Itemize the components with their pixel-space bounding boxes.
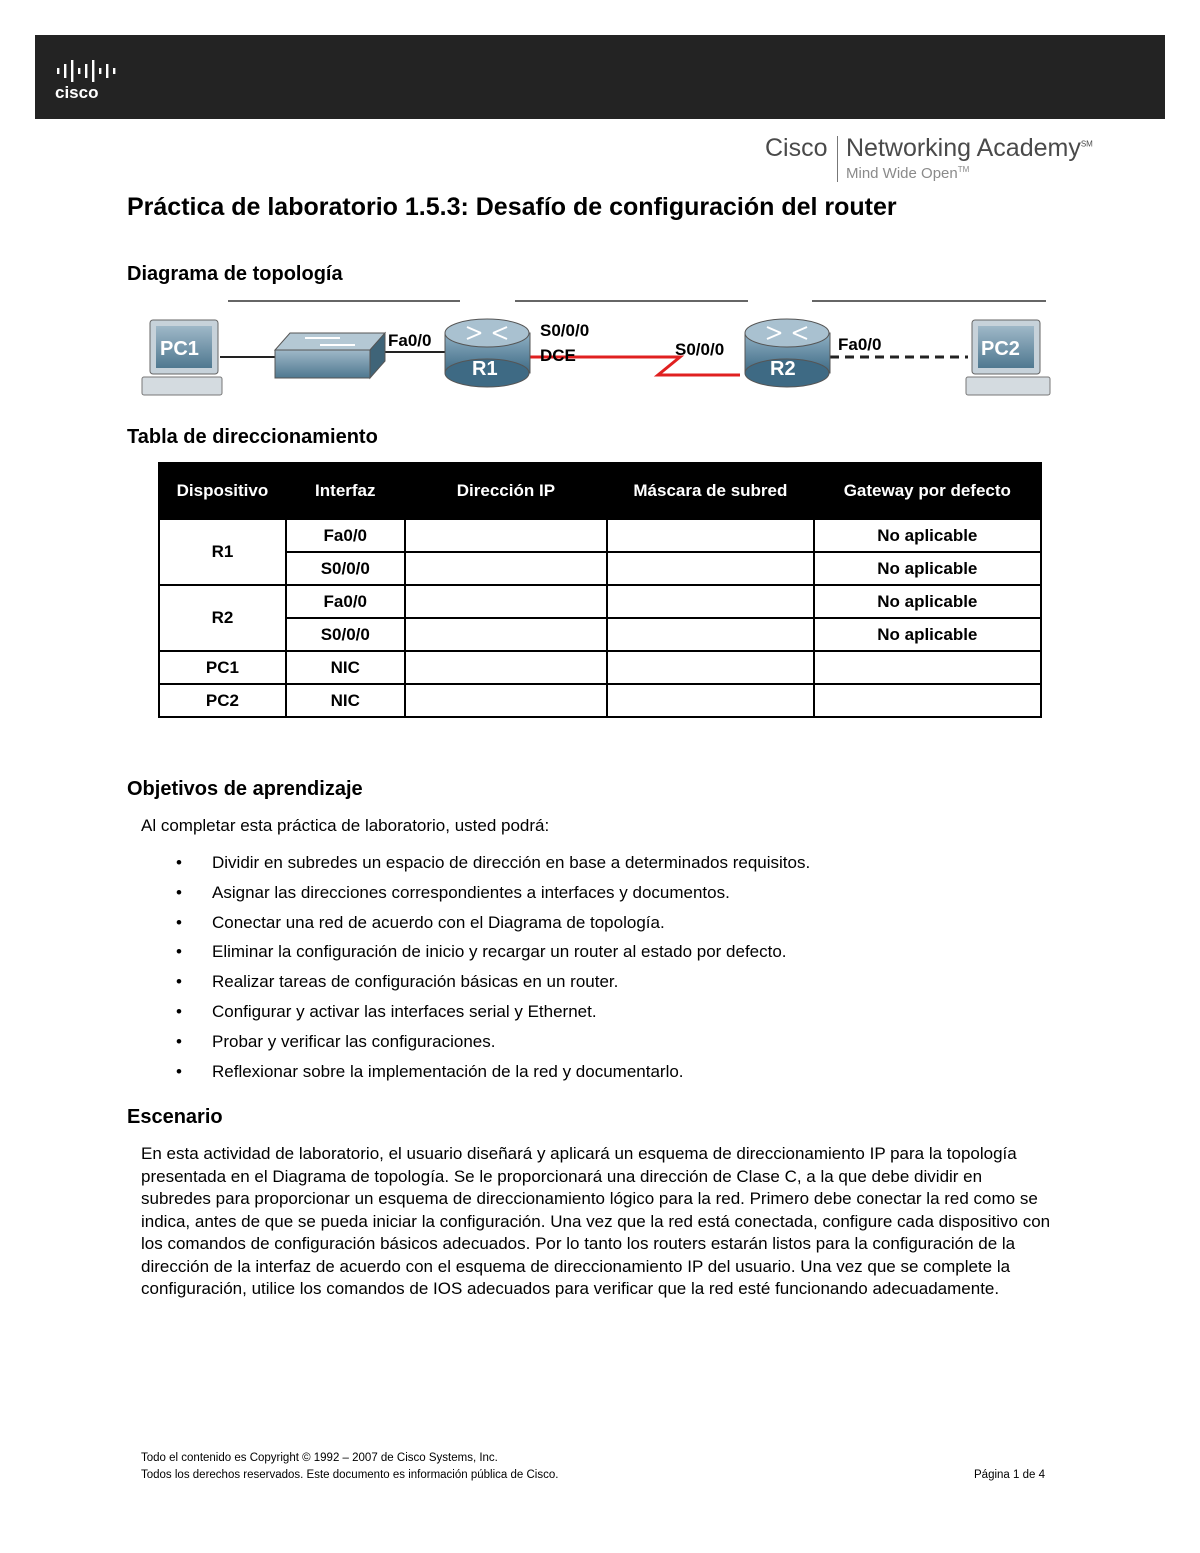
table-row [159,651,1041,684]
pc1-icon [142,320,222,395]
objectives-intro: Al completar esta práctica de laboratorio, usted podrá: [141,816,550,835]
interface-cell: S0/0/0 [286,618,405,651]
footer-rights: Todos los derechos reservados. Este documento es información pública de Cisco. [141,1469,559,1481]
device-cell: R2 [159,585,286,651]
list-item: • Dividir en subredes un espacio de dirección en base a determinados requisitos. [170,848,810,878]
r1-icon [445,319,530,387]
list-item: • Probar y verificar las configuraciones. [170,1027,810,1057]
topology-diagram [140,295,1060,405]
brand-wordmark: cisco [55,83,99,102]
interface-cell: Fa0/0 [286,585,405,618]
r2-fa-label: Fa0/0 [838,335,882,354]
list-item: • Realizar tareas de configuración básicas en un router. [170,967,810,997]
mask-cell [607,651,813,684]
header-gateway: Gateway por defecto [814,463,1041,519]
cisco-logo [55,55,145,103]
pc1-label: PC1 [160,338,199,360]
table-row [159,684,1041,717]
header-bar [35,35,1165,119]
objectives-heading: Objetivos de aprendizaje [127,778,363,800]
table-header-row [159,463,1041,519]
ip-cell [405,684,608,717]
gateway-cell: No aplicable [814,585,1041,618]
gateway-cell: No aplicable [814,618,1041,651]
table-row [159,618,1041,651]
device-cell: R1 [159,519,286,585]
ip-cell [405,552,608,585]
header-ip: Dirección IP [405,463,608,519]
r1-fa-label: Fa0/0 [388,331,432,350]
topology-heading: Diagrama de topología [127,263,343,285]
footer [141,1450,1045,1484]
objectives-list [170,848,810,1086]
table-row [159,552,1041,585]
gateway-cell: No aplicable [814,519,1041,552]
page-title: Práctica de laboratorio 1.5.3: Desafío de configuración del router [127,193,897,221]
interface-cell: NIC [286,684,405,717]
table-row [159,585,1041,618]
list-item: • Configurar y activar las interfaces serial y Ethernet. [170,997,810,1027]
r1-serial-label: S0/0/0 [540,321,590,340]
pc2-label: PC2 [981,338,1020,360]
academy-tagline: Mind Wide Open™ [846,165,970,182]
mask-cell [607,585,813,618]
ip-cell [405,651,608,684]
footer-copyright: Todo el contenido es Copyright © 1992 – 2007 de Cisco Systems, Inc. [141,1452,498,1464]
academy-logo [765,132,1105,187]
header-interface: Interfaz [286,463,405,519]
scenario-paragraph: En esta actividad de laboratorio, el usuario diseñará y aplicará un esquema de direccionamiento IP para la topología presentada en el Diagrama de topología. Se le proporcionará una dirección de Clase C, a la que debe dividir en subredes para proporcionar un esquema de direccionamiento lógico para la red. Primero debe conectar la red como se indica, antes de que se pueda iniciar la configuración. Una vez que la red está conectada, configure cada dispositivo con los comandos de configuración básicos adecuados. Por lo tanto los routers estarán listos para la configuración de la dirección de la interfaz de acuerdo con el esquema de direccionamiento IP del usuario. Una vez que se complete la configuración, utilice los comandos de IOS adecuados para verificar que la red esté funcionando adecuadamente. [141,1144,1051,1298]
interface-cell: NIC [286,651,405,684]
table-row [159,519,1041,552]
mask-cell [607,618,813,651]
academy-separator [837,136,838,182]
ip-cell [405,618,608,651]
academy-program: Networking Academy℠ [846,134,1093,162]
list-item: • Conectar una red de acuerdo con el Diagrama de topología. [170,908,810,938]
addressing-table [158,462,1042,718]
ip-cell [405,519,608,552]
r2-label: R2 [770,358,796,380]
r2-icon [745,319,830,387]
header-device: Dispositivo [159,463,286,519]
mask-cell [607,519,813,552]
device-cell: PC1 [159,651,286,684]
device-cell: PC2 [159,684,286,717]
gateway-cell [814,651,1041,684]
scenario-text [141,1143,1051,1301]
pc2-icon [966,320,1050,395]
list-item: • Reflexionar sobre la implementación de la red y documentarlo. [170,1057,810,1087]
page-number: Página 1 de 4 [974,1469,1045,1481]
r2-serial-label: S0/0/0 [675,340,725,359]
list-item: • Eliminar la configuración de inicio y recargar un router al estado por defecto. [170,937,810,967]
header-mask: Máscara de subred [607,463,813,519]
gateway-cell: No aplicable [814,552,1041,585]
academy-brand: Cisco [765,134,828,162]
list-item: • Asignar las direcciones correspondientes a interfaces y documentos. [170,878,810,908]
scenario-heading: Escenario [127,1106,223,1128]
interface-cell: Fa0/0 [286,519,405,552]
mask-cell [607,684,813,717]
gateway-cell [814,684,1041,717]
r1-dce-label: DCE [540,346,576,365]
r1-label: R1 [472,358,498,380]
mask-cell [607,552,813,585]
ip-cell [405,585,608,618]
switch-icon [275,333,385,378]
addressing-heading: Tabla de direccionamiento [127,426,378,448]
interface-cell: S0/0/0 [286,552,405,585]
